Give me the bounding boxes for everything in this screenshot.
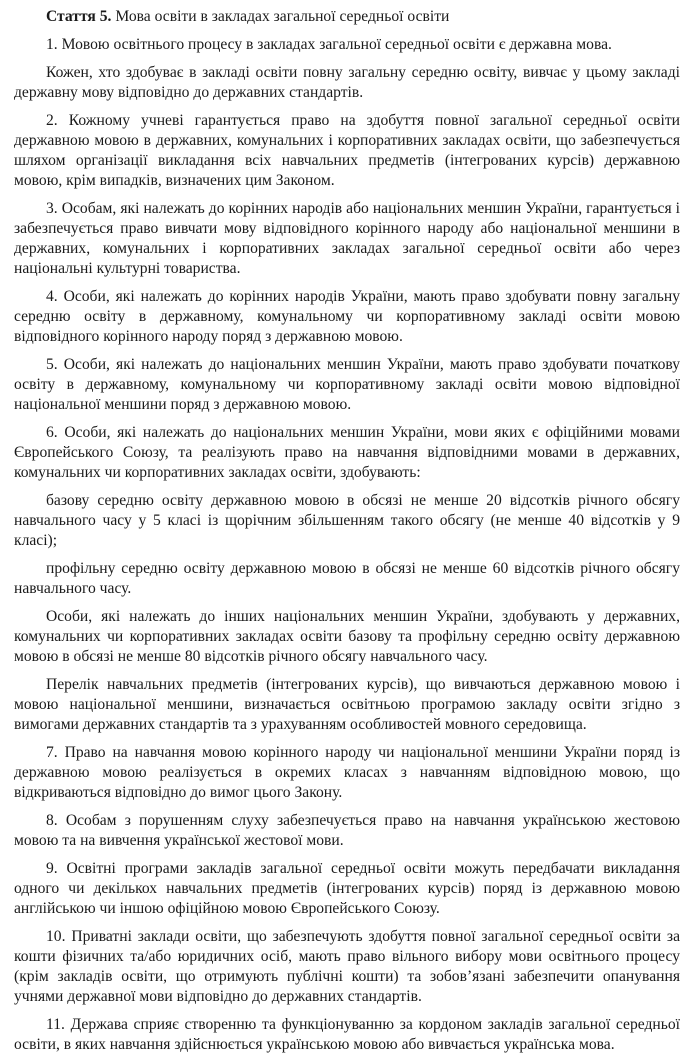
paragraph-8: 8. Особам з порушенням слуху забезпечується право на навчання українською жестовою мовою та на вивчення української жестової мови.: [14, 812, 680, 849]
paragraph-6-basic: базову середню освіту державною мовою в обсязі не менше 20 відсотків річного обсягу навчального часу у 5 класі із щорічним збільшенням такого обсягу (не менше 40 відсотків у 9 класі);: [14, 492, 680, 549]
article-title: Мова освіти в закладах загальної середньої освіти: [115, 8, 450, 25]
paragraph-4: 4. Особи, які належать до корінних народів України, мають право здобувати повну загальну середню освіту в державному, комунальному чи корпоративному закладі освіти мовою відповідного корінного народу поряд з державною мовою.: [14, 288, 680, 345]
article-heading: [14, 7, 680, 27]
document-body: [14, 0, 680, 1055]
article-label: Стаття 5.: [46, 8, 112, 25]
paragraph-1: 1. Мовою освітнього процесу в закладах загальної середньої освіти є державна мова.: [46, 36, 612, 53]
paragraph-11: 11. Держава сприяє створенню та функціонуванню за кордоном закладів загальної середньої освіти, в яких навчання здійснюється українською мовою або вивчається українська мова.: [14, 1016, 680, 1053]
paragraph-6-profile: профільну середню освіту державною мовою в обсязі не менше 60 відсотків річного обсягу навчального часу.: [14, 560, 680, 597]
paragraph-6: 6. Особи, які належать до національних меншин України, мови яких є офіційними мовами Європейського Союзу, та реалізують право на навчання відповідними мовами в державних, комунальних чи корпоративних закладах освіти, здобувають:: [14, 424, 680, 481]
paragraph-2: 2. Кожному учневі гарантується право на здобуття повної загальної середньої освіти державною мовою в державних, комунальних і корпоративних закладах освіти, що забезпечується шляхом організації викладання всіх навчальних предметів (інтегрованих курсів) державною мовою, крім випадків, визначених цим Законом.: [14, 112, 680, 189]
paragraph-1-sub: Кожен, хто здобуває в закладі освіти повну загальну середню освіту, вивчає у цьому закладі державну мову відповідно до державних стандартів.: [14, 64, 680, 101]
paragraph-6-other: Особи, які належать до інших національних меншин України, здобувають у державних, комунальних чи корпоративних закладах освіти базову та профільну середню освіту державною мовою в обсязі не менше 80 відсотків річного обсягу навчального часу.: [14, 608, 680, 665]
paragraph-9: 9. Освітні програми закладів загальної середньої освіти можуть передбачати викладання одного чи декількох навчальних предметів (інтегрованих курсів) поряд із державною мовою англійською чи іншою офіційною мовою Європейського Союзу.: [14, 860, 680, 917]
paragraph-10: 10. Приватні заклади освіти, що забезпечують здобуття повної загальної середньої освіти за кошти фізичних та/або юридичних осіб, мають право вільного вибору мови освітнього процесу (крім закладів освіти, що отримують публічні кошти) та зобов’язані забезпечити опанування учнями державної мови відповідно до державних стандартів.: [14, 928, 680, 1005]
paragraph-3: 3. Особам, які належать до корінних народів або національних меншин України, гарантується і забезпечується право вивчати мову відповідного корінного народу або національної меншини в державних, комунальних і корпоративних закладах загальної середньої освіти або через національні культурні товариства.: [14, 200, 680, 277]
paragraph-7: 7. Право на навчання мовою корінного народу чи національної меншини України поряд із державною мовою реалізується в окремих класах з навчанням відповідною мовою, що відкриваються відповідно до вимог цього Закону.: [14, 744, 680, 801]
paragraph-6-list: Перелік навчальних предметів (інтегрованих курсів), що вивчаються державною мовою і мовою національної меншини, визначається освітньою програмою закладу освіти згідно з вимогами державних стандартів та з урахуванням особливостей мовного середовища.: [14, 676, 680, 733]
paragraph-5: 5. Особи, які належать до національних меншин України, мають право здобувати початкову освіту в державному, комунальному чи корпоративному закладі освіти мовою відповідної національної меншини поряд з державною мовою.: [14, 356, 680, 413]
